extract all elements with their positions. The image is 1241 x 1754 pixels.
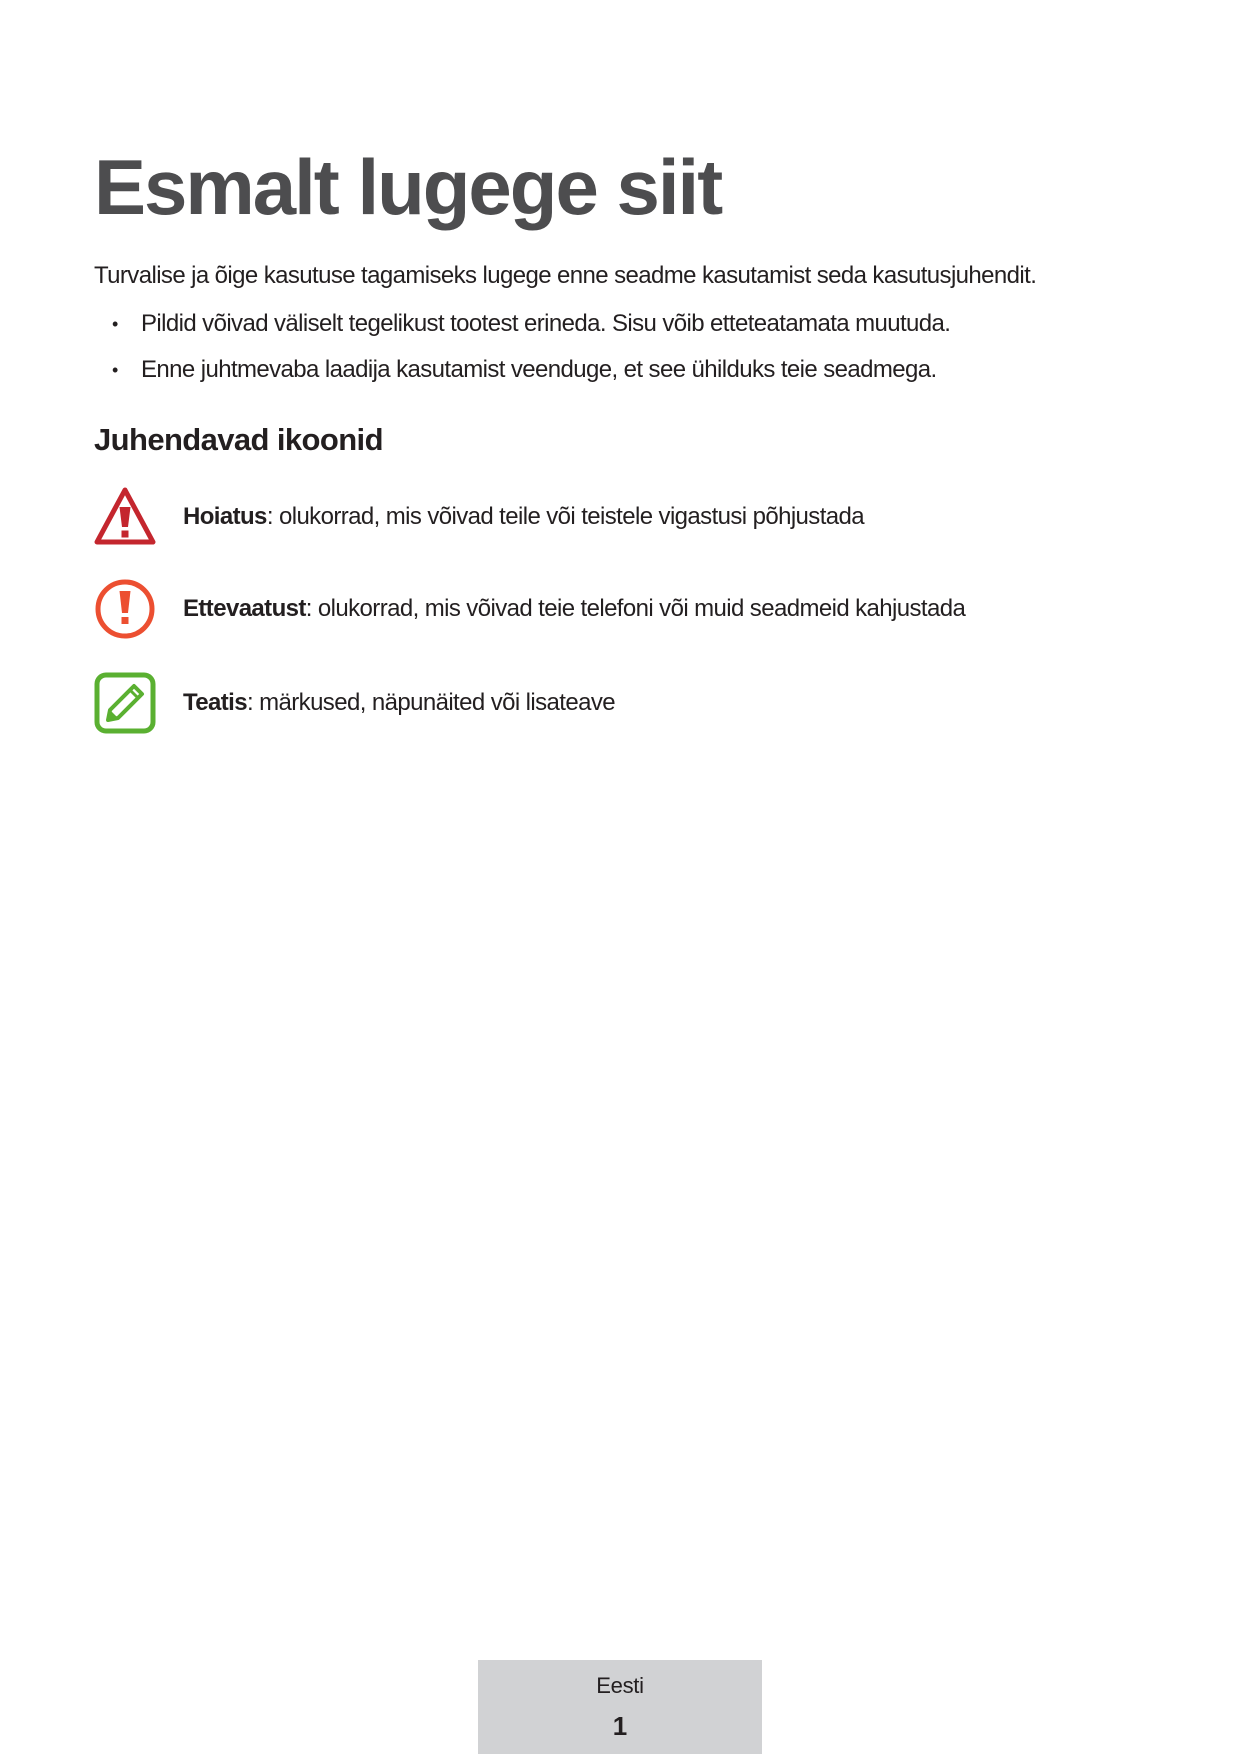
footer-language: Eesti <box>596 1673 644 1698</box>
icon-description <box>183 594 965 624</box>
bullet-text: Pildid võivad väliselt tegelikust tootest erineda. Sisu võib etteteatamata muutuda. <box>141 310 951 337</box>
section-heading: Juhendavad ikoonid <box>94 422 383 457</box>
icon-row-warning <box>94 486 1154 548</box>
icon-separator: : <box>305 595 312 622</box>
bullet-list <box>94 309 950 401</box>
icon-term: Ettevaatust <box>183 595 306 622</box>
page-title: Esmalt lugege siit <box>94 143 722 231</box>
icon-row-note <box>94 672 1154 734</box>
bullet-item <box>94 355 950 385</box>
icon-separator: : <box>246 689 254 716</box>
icon-description-text: olukorrad, mis võivad teile või teistele vigastusi põhjustada <box>272 503 865 530</box>
bullet-dot: • <box>112 314 118 334</box>
icon-separator: : <box>266 503 273 530</box>
intro-paragraph: Turvalise ja õige kasutuse tagamiseks lugege enne seadme kasutamist seda kasutusjuhendit. <box>94 262 1037 289</box>
icon-description <box>183 502 864 532</box>
icon-term: Teatis <box>183 689 247 716</box>
footer-page-tab <box>478 1660 762 1754</box>
icon-description-text: olukorrad, mis võivad teie telefoni või muid seadmeid kahjustada <box>311 595 966 622</box>
icon-term: Hoiatus <box>183 503 267 530</box>
icon-row-caution <box>94 578 1154 640</box>
bullet-text: Enne juhtmevaba laadija kasutamist veenduge, et see ühilduks teie seadmega. <box>141 356 937 383</box>
bullet-item <box>94 309 950 339</box>
note-pencil-icon <box>94 672 156 734</box>
warning-triangle-icon <box>94 486 156 548</box>
icon-description-text: märkused, näpunäited või lisateave <box>253 689 615 716</box>
icon-description <box>183 688 615 718</box>
bullet-dot: • <box>112 360 118 380</box>
footer-page-number: 1 <box>612 1711 628 1741</box>
caution-circle-icon <box>94 578 156 640</box>
